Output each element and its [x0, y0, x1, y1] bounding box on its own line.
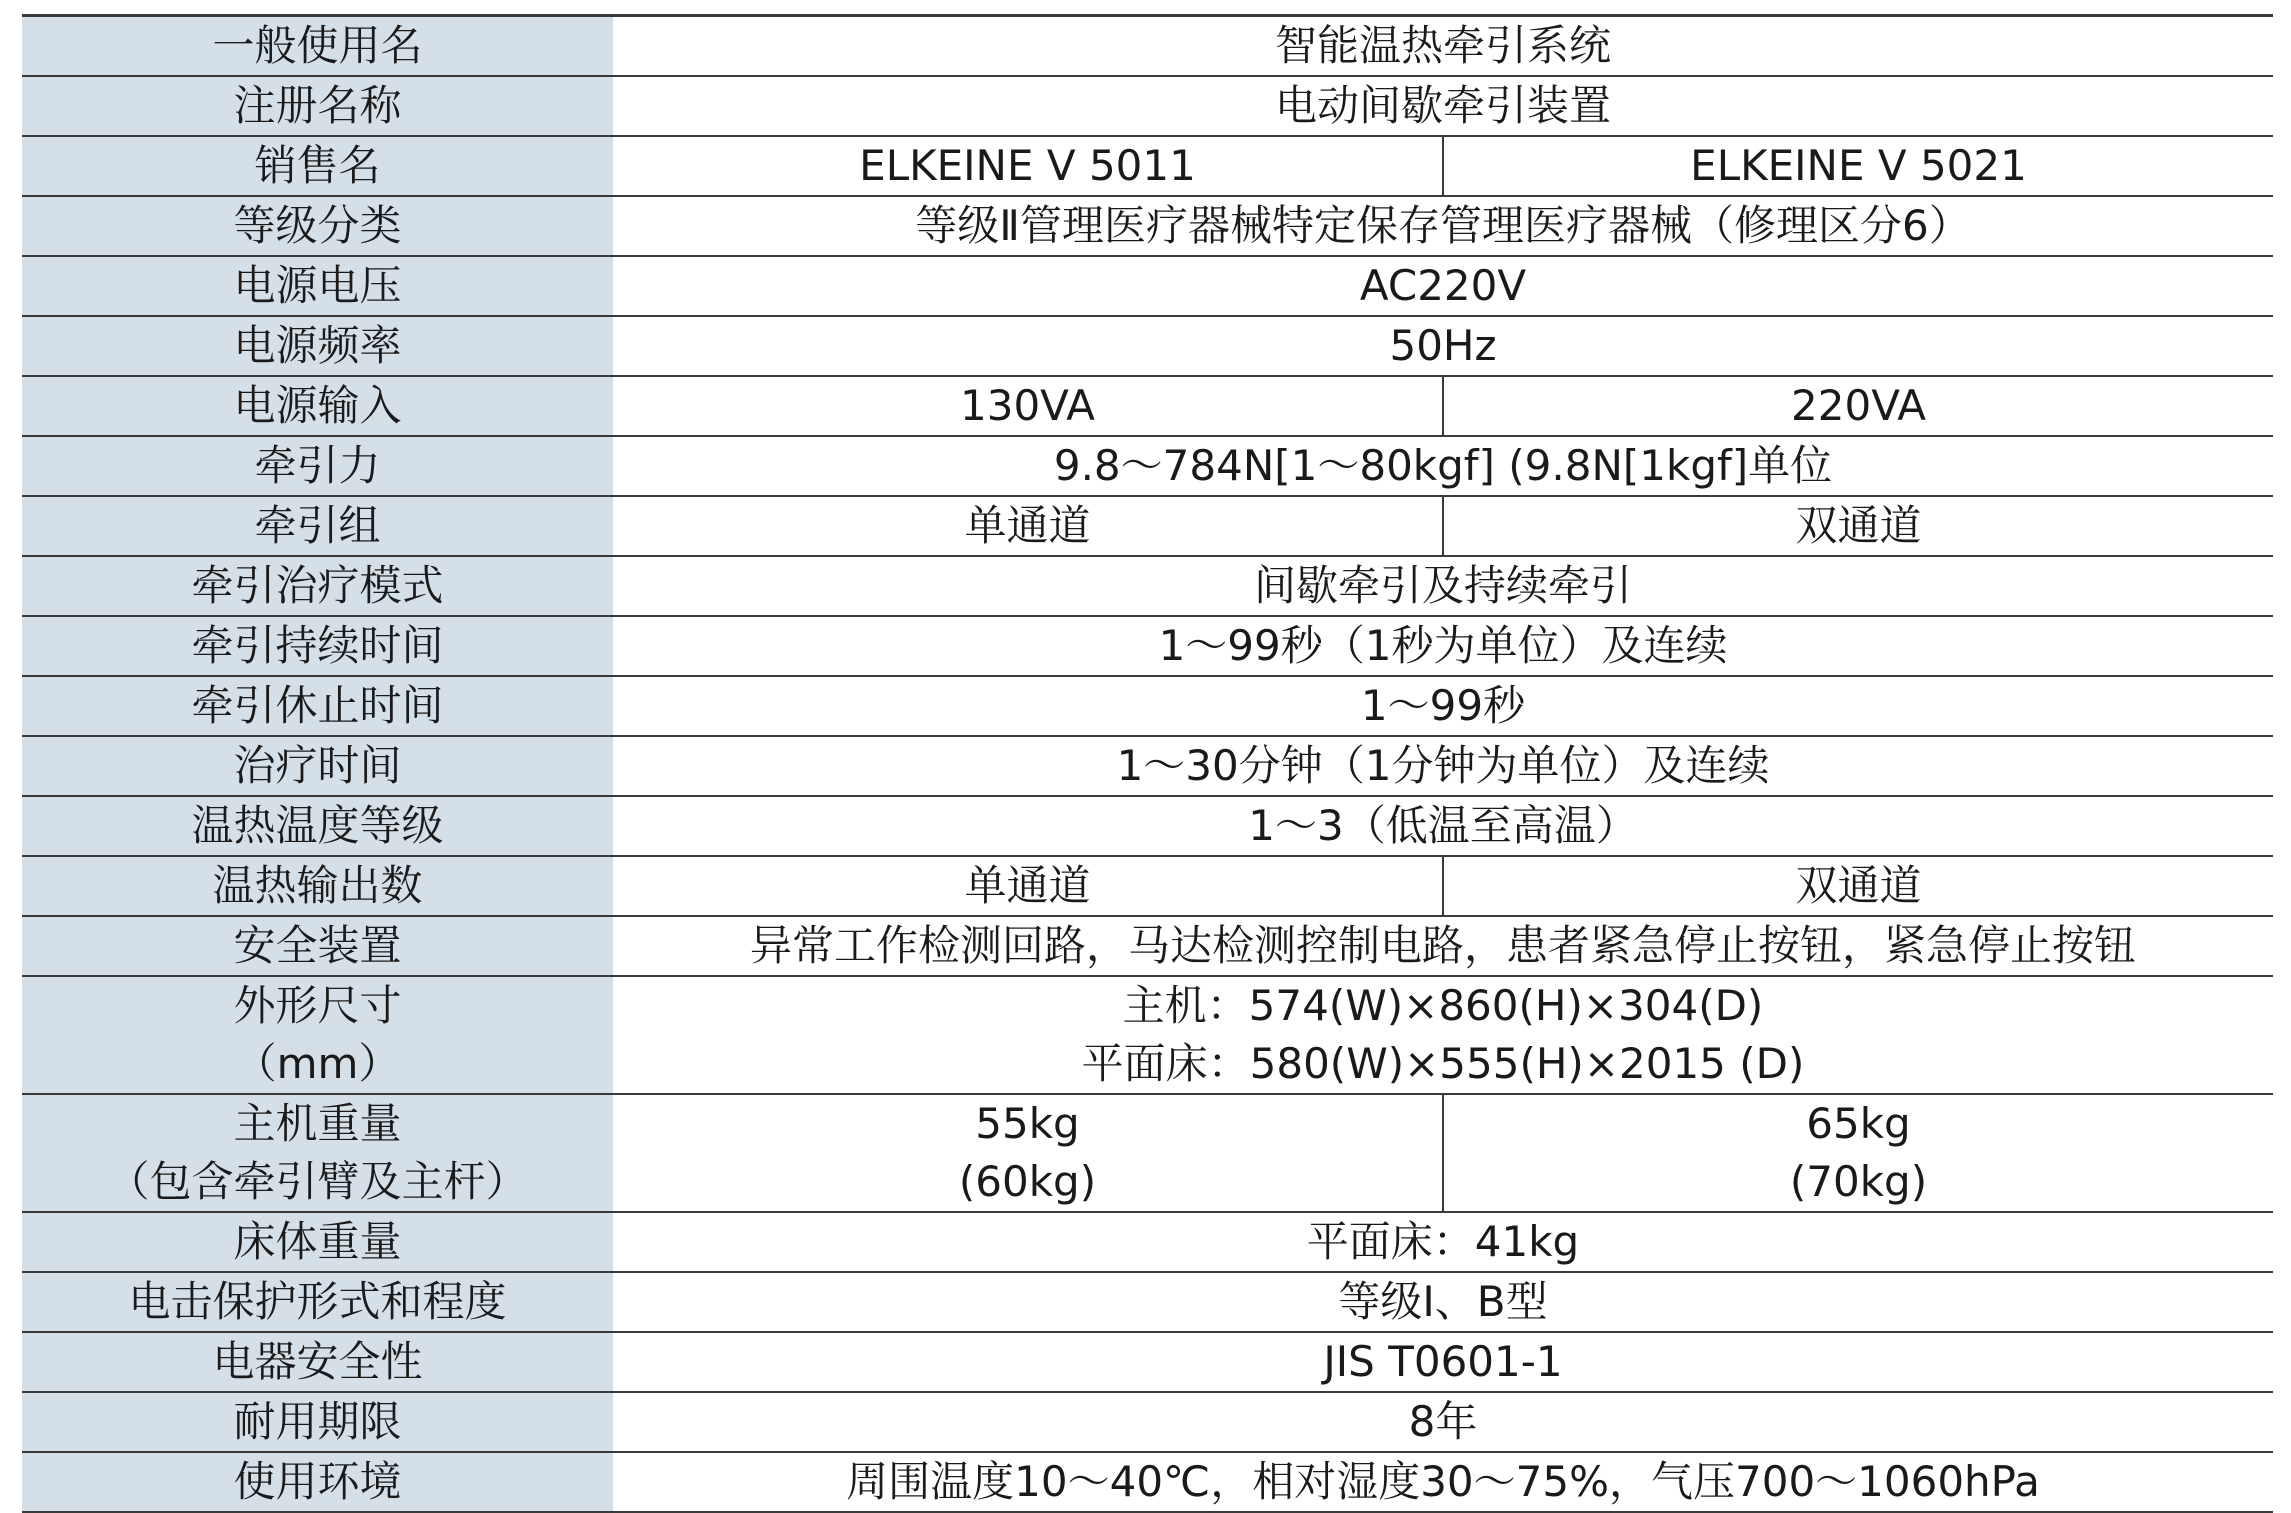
- spec-value: 1～99秒（1秒为单位）及连续: [613, 616, 2273, 676]
- spec-value: 智能温热牵引系统: [613, 16, 2273, 77]
- spec-row: [22, 16, 2273, 77]
- spec-label: 温热温度等级: [22, 796, 613, 856]
- spec-row: [22, 1452, 2273, 1512]
- spec-table: [22, 14, 2273, 1513]
- spec-label-line: 主机重量: [233, 1099, 402, 1148]
- spec-value: JIS T0601-1: [613, 1332, 2273, 1392]
- spec-value: [613, 976, 2273, 1094]
- spec-value-left: 单通道: [613, 496, 1443, 556]
- spec-label-line: （包含牵引臂及主杆）: [107, 1157, 528, 1206]
- spec-label-line: （mm）: [234, 1039, 401, 1088]
- spec-value: 异常工作检测回路，马达检测控制电路，患者紧急停止按钮，紧急停止按钮: [613, 916, 2273, 976]
- spec-label: 注册名称: [22, 76, 613, 136]
- spec-label-line: 外形尺寸: [233, 981, 402, 1030]
- spec-row: [22, 1392, 2273, 1452]
- spec-value: 1～3（低温至高温）: [613, 796, 2273, 856]
- spec-label: 电器安全性: [22, 1332, 613, 1392]
- spec-row: [22, 1094, 2273, 1212]
- spec-value-right: ELKEINE V 5021: [1443, 136, 2273, 196]
- spec-value: 1～30分钟（1分钟为单位）及连续: [613, 736, 2273, 796]
- spec-label: [22, 1094, 613, 1212]
- spec-value-right: 双通道: [1443, 496, 2273, 556]
- spec-value-right-line: 65kg: [1806, 1099, 1911, 1148]
- spec-label: 牵引持续时间: [22, 616, 613, 676]
- spec-row: [22, 136, 2273, 196]
- spec-row: [22, 436, 2273, 496]
- spec-row: [22, 256, 2273, 316]
- spec-row: [22, 1332, 2273, 1392]
- spec-row: [22, 316, 2273, 376]
- spec-label: 安全装置: [22, 916, 613, 976]
- spec-value-right-line: (70kg): [1789, 1157, 1928, 1206]
- spec-row: [22, 796, 2273, 856]
- spec-label: 等级分类: [22, 196, 613, 256]
- spec-label: 电源输入: [22, 376, 613, 436]
- spec-label: 使用环境: [22, 1452, 613, 1512]
- spec-label: 温热输出数: [22, 856, 613, 916]
- spec-label: 牵引休止时间: [22, 676, 613, 736]
- spec-value: 电动间歇牵引装置: [613, 76, 2273, 136]
- spec-row: [22, 76, 2273, 136]
- spec-table-body: [22, 16, 2273, 1513]
- spec-value: 50Hz: [613, 316, 2273, 376]
- spec-row: [22, 736, 2273, 796]
- spec-value: AC220V: [613, 256, 2273, 316]
- spec-value: 9.8～784N[1～80kgf] (9.8N[1kgf]单位: [613, 436, 2273, 496]
- spec-row: [22, 856, 2273, 916]
- spec-value-right: 220VA: [1443, 376, 2273, 436]
- spec-label: 电源电压: [22, 256, 613, 316]
- spec-value-left-line: (60kg): [958, 1157, 1097, 1206]
- spec-value: 周围温度10～40℃，相对湿度30～75%，气压700～1060hPa: [613, 1452, 2273, 1512]
- spec-row: [22, 616, 2273, 676]
- spec-label: 床体重量: [22, 1212, 613, 1272]
- spec-label: [22, 976, 613, 1094]
- spec-value-left: [613, 1094, 1443, 1212]
- spec-value: 平面床：41kg: [613, 1212, 2273, 1272]
- spec-value: 等级Ⅱ管理医疗器械特定保存管理医疗器械（修理区分6）: [613, 196, 2273, 256]
- spec-row: [22, 376, 2273, 436]
- spec-value: 等级I、B型: [613, 1272, 2273, 1332]
- spec-value-right: 双通道: [1443, 856, 2273, 916]
- spec-label: 牵引组: [22, 496, 613, 556]
- spec-row: [22, 1212, 2273, 1272]
- spec-value-left: 单通道: [613, 856, 1443, 916]
- spec-row: [22, 496, 2273, 556]
- spec-row: [22, 196, 2273, 256]
- spec-value-line: 主机：574(W)×860(H)×304(D): [1122, 981, 1764, 1030]
- spec-label: 电击保护形式和程度: [22, 1272, 613, 1332]
- spec-label: 牵引力: [22, 436, 613, 496]
- spec-label: 耐用期限: [22, 1392, 613, 1452]
- spec-value: 1～99秒: [613, 676, 2273, 736]
- spec-value-left: 130VA: [613, 376, 1443, 436]
- spec-row: [22, 976, 2273, 1094]
- spec-value: 间歇牵引及持续牵引: [613, 556, 2273, 616]
- spec-row: [22, 556, 2273, 616]
- spec-label: 治疗时间: [22, 736, 613, 796]
- spec-label: 一般使用名: [22, 16, 613, 77]
- spec-value-right: [1443, 1094, 2273, 1212]
- spec-label: 电源频率: [22, 316, 613, 376]
- spec-label: 销售名: [22, 136, 613, 196]
- spec-row: [22, 916, 2273, 976]
- spec-label: 牵引治疗模式: [22, 556, 613, 616]
- spec-value-left: ELKEINE V 5011: [613, 136, 1443, 196]
- spec-value: 8年: [613, 1392, 2273, 1452]
- spec-row: [22, 1272, 2273, 1332]
- spec-value-line: 平面床：580(W)×555(H)×2015 (D): [1081, 1039, 1805, 1088]
- spec-value-left-line: 55kg: [975, 1099, 1080, 1148]
- spec-row: [22, 676, 2273, 736]
